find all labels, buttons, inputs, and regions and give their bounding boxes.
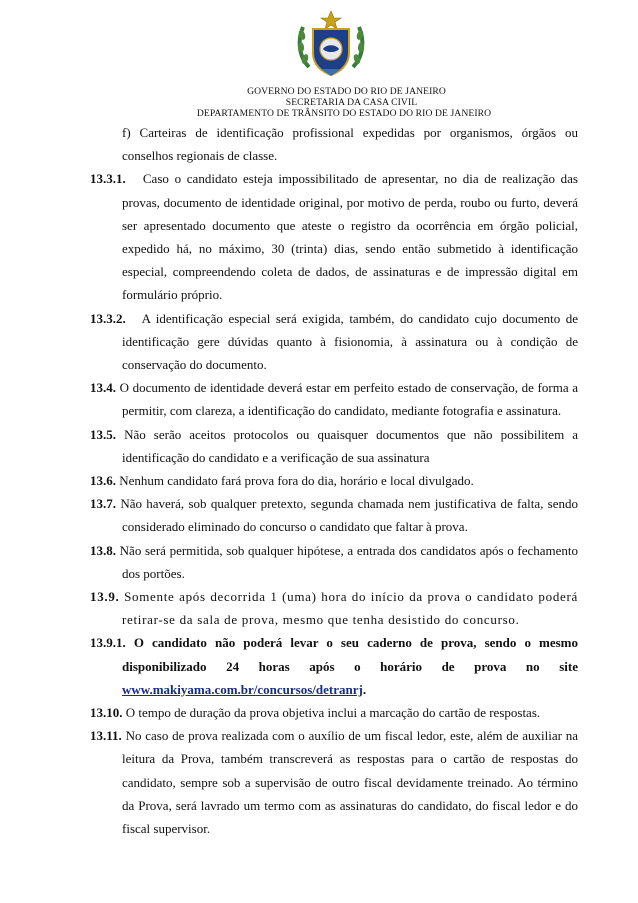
item-number: 13.4. [90,380,116,396]
item-number: 13.9. [90,589,120,605]
item-13-3-2 [90,307,578,377]
item-number: 13.6. [90,473,116,489]
item-text: No caso de prova realizada com o auxílio de um fiscal ledor, este, além de auxiliar na leitura da Prova, também transcreverá as respostas para o cartão de respostas do candidato, sempre sob a supervisão de outro fiscal devidamente treinado. Ao término da Prova, será lavrado um termo com as assinaturas do candidato, do fiscal ledor e do fiscal supervisor. [122,728,578,837]
header-secretariat: SECRETARIA DA CASA CIVIL [285,97,418,108]
item-text: O documento de identidade deverá estar em perfeito estado de conservação, de forma a permitir, com clareza, a identificação do candidato, mediante fotografia e assinatura. [119,380,578,419]
item-number: 13.8. [90,542,116,558]
item-text: Não será permitida, sob qualquer hipótese, a entrada dos candidatos após o fechamento dos portões. [119,542,579,581]
item-text: Não haverá, sob qualquer pretexto, segunda chamada nem justificativa de falta, sendo considerado eliminado do concurso o candidato que faltar à prova. [120,496,579,535]
item-13-10 [90,701,578,724]
item-text: f) Carteiras de identificação profissional expedidas por organismos, órgãos ou conselhos regionais de classe. [122,125,578,164]
item-number: 13.9.1. [90,635,126,651]
item-number: 13.5. [90,426,116,442]
item-13-9 [90,585,578,631]
results-site-link[interactable]: www.makiyama.com.br/concursos/detranrj [122,681,363,697]
item-text: O candidato não poderá levar o seu caderno de prova, sendo o mesmo disponibilizado 24 horas após o horário de prova no site [122,635,579,674]
header-department: DEPARTAMENTO DE TRÂNSITO DO ESTADO DO RIO DE JANEIRO [196,108,492,119]
item-13-11 [90,724,578,840]
state-seal-emblem [293,9,369,79]
item-text: A identificação especial será exigida, também, do candidato cujo documento de identificação gere dúvidas quanto à fisionomia, à assinatura ou à condição de conservação do documento. [122,310,578,373]
item-13-7 [90,492,578,538]
item-text: Nenhum candidato fará prova fora do dia, horário e local divulgado. [119,473,474,489]
item-number: 13.10. [90,705,123,721]
item-number: 13.7. [90,496,116,512]
item-13-5 [90,423,578,469]
item-13-3-1 [90,167,578,306]
item-text: Não serão aceitos protocolos ou quaisquer documentos que não possibilitem a identificação do candidato e a verificação de sua assinatura [122,426,579,465]
item-text: Somente após decorrida 1 (uma) hora do início da prova o candidato poderá retirar-se da sala de prova, mesmo que tenha desistido do concurso. [122,589,578,628]
item-text: O tempo de duração da prova objetiva inclui a marcação do cartão de respostas. [125,705,541,721]
header-government: GOVERNO DO ESTADO DO RIO DE JANEIRO [247,86,446,97]
item-13-4 [90,376,578,422]
item-number: 13.11. [90,728,122,744]
item-13-8 [90,539,578,585]
item-13-6 [90,469,578,492]
item-f-carteiras [90,121,578,167]
item-number: 13.3.2. [90,310,126,326]
item-13-9-1 [90,631,578,701]
document-body [90,121,578,840]
item-number: 13.3.1. [90,171,126,187]
item-trailing: . [362,681,367,697]
item-text: Caso o candidato esteja impossibilitado de apresentar, no dia de realização das provas, documento de identidade original, por motivo de perda, roubo ou furto, deverá ser apresentado documento que ateste o registro da ocorrência em órgão policial, expedido há, no máximo, 30 (trinta) dias, sendo então submetido à identificação especial, compreendendo coleta de dados, de assinaturas e de impressão digital em formulário próprio. [122,171,578,303]
letterhead [0,86,638,119]
